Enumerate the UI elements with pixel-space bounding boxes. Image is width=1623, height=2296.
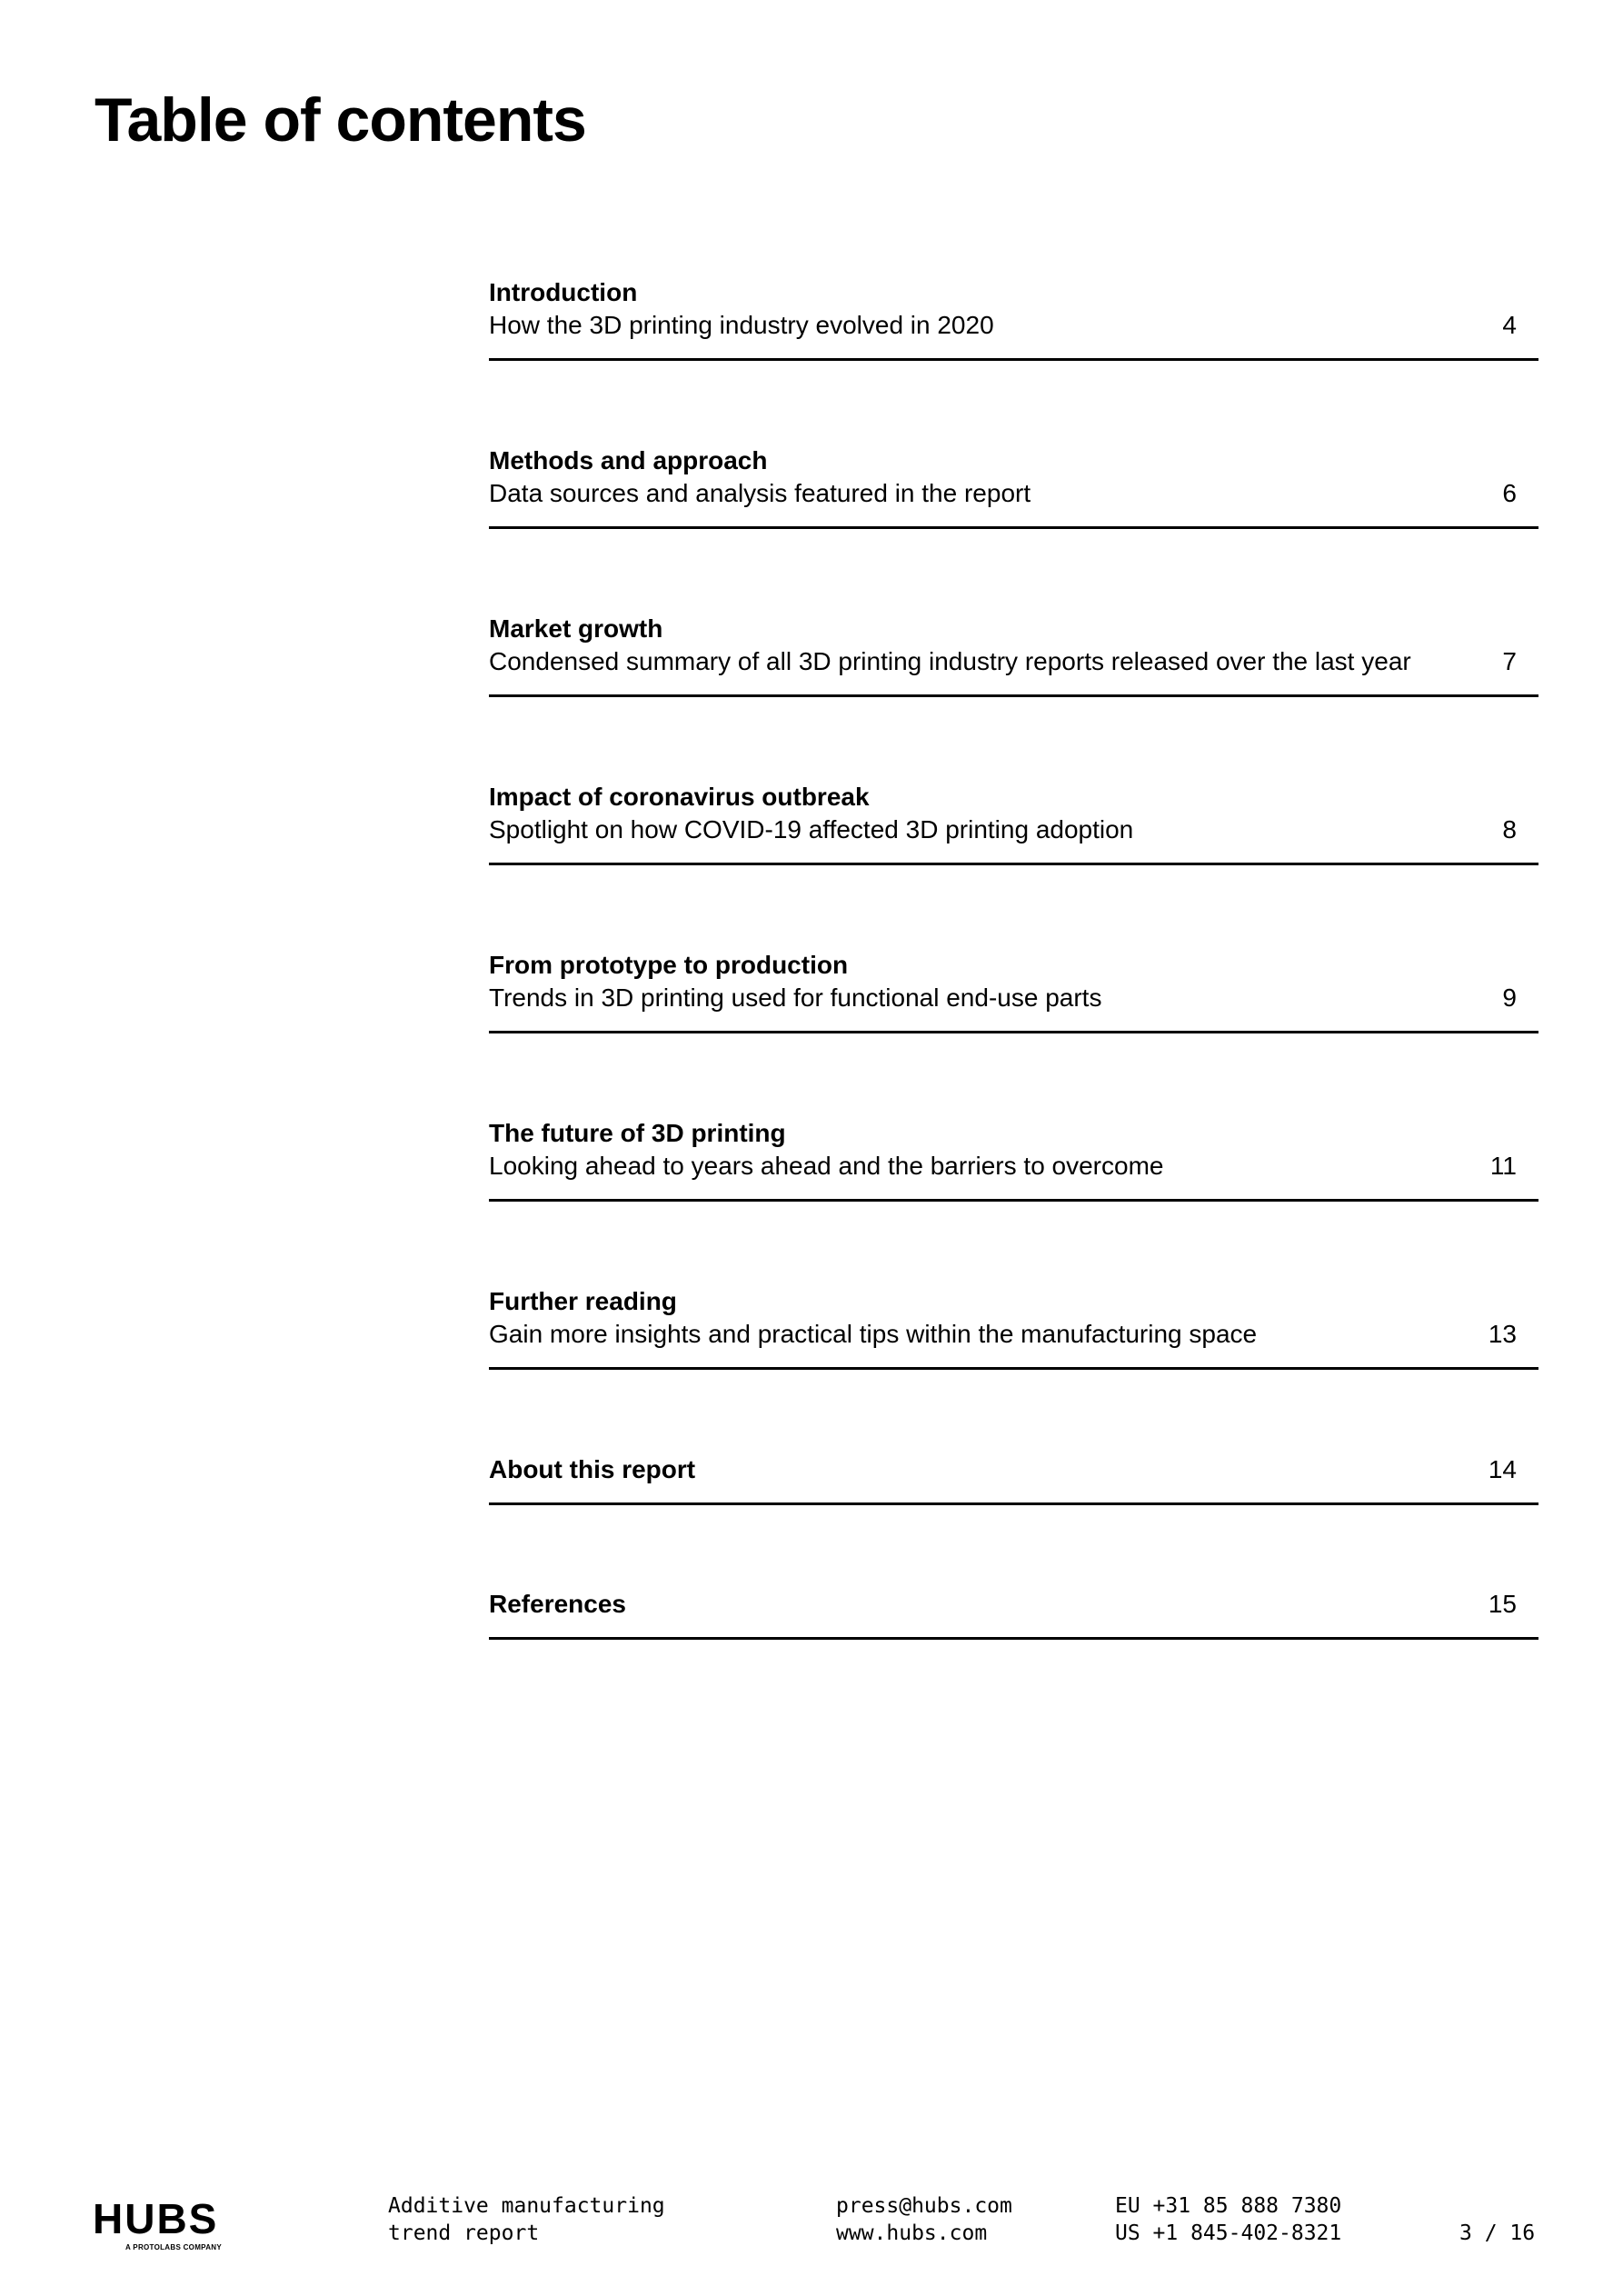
toc-heading: The future of 3D printing — [489, 1119, 786, 1147]
toc-subtitle: Spotlight on how COVID-19 affected 3D printing adoption — [489, 815, 1134, 844]
toc-page-number: 11 — [1489, 1152, 1517, 1180]
phone-us: US +1 845-402-8321 — [1115, 2221, 1342, 2245]
toc-entry-about[interactable] — [489, 1454, 1538, 1505]
logo-wordmark: HUBS — [93, 2195, 219, 2242]
toc-heading: Impact of coronavirus outbreak — [489, 783, 870, 811]
toc-heading: Methods and approach — [489, 446, 768, 474]
page-footer — [0, 2181, 1623, 2254]
toc-page-number: 6 — [1502, 479, 1517, 507]
toc-heading: Further reading — [489, 1287, 677, 1315]
toc-page-number: 7 — [1502, 647, 1517, 675]
hubs-logo — [93, 2195, 238, 2251]
toc-heading: Market growth — [489, 614, 663, 643]
report-name-line1: Additive manufacturing — [388, 2194, 665, 2218]
toc-subtitle: How the 3D printing industry evolved in 2020 — [489, 311, 994, 339]
toc-page-number: 14 — [1488, 1455, 1517, 1483]
logo-tagline: A PROTOLABS COMPANY — [125, 2243, 223, 2251]
toc-subtitle: Gain more insights and practical tips within the manufacturing space — [489, 1320, 1258, 1348]
toc-subtitle: Data sources and analysis featured in the report — [489, 479, 1031, 507]
toc-entry-coronavirus[interactable] — [489, 782, 1538, 865]
toc-heading: References — [489, 1590, 626, 1618]
toc-page-number: 4 — [1502, 311, 1517, 339]
toc-page-number: 13 — [1488, 1320, 1517, 1348]
phone-eu: EU +31 85 888 7380 — [1115, 2194, 1342, 2218]
report-name-line2: trend report — [388, 2221, 540, 2245]
website-link[interactable]: www.hubs.com — [836, 2221, 988, 2245]
toc-entry-methods[interactable] — [489, 445, 1538, 529]
toc-entry-further-reading[interactable] — [489, 1286, 1538, 1370]
toc-subtitle: Looking ahead to years ahead and the barriers to overcome — [489, 1152, 1164, 1180]
toc-subtitle: Condensed summary of all 3D printing industry reports released over the last year — [489, 647, 1411, 675]
toc-entry-future[interactable] — [489, 1118, 1538, 1202]
toc-subtitle: Trends in 3D printing used for functional end-use parts — [489, 983, 1102, 1012]
toc-entry-market-growth[interactable] — [489, 614, 1538, 697]
toc-page-number: 8 — [1502, 815, 1517, 844]
toc-heading: From prototype to production — [489, 951, 849, 979]
toc-heading: About this report — [489, 1455, 696, 1483]
toc-heading: Introduction — [489, 278, 638, 306]
toc-entry-introduction[interactable] — [489, 277, 1538, 361]
toc-page-number: 9 — [1502, 983, 1517, 1012]
press-email-link[interactable]: press@hubs.com — [836, 2194, 1012, 2218]
page-indicator: 3 / 16 — [1459, 2221, 1536, 2245]
toc-entry-prototype-to-production[interactable] — [489, 950, 1538, 1033]
page-title: Table of contents — [95, 85, 586, 155]
toc-entry-references[interactable] — [489, 1589, 1538, 1640]
toc-page-number: 15 — [1488, 1590, 1517, 1618]
